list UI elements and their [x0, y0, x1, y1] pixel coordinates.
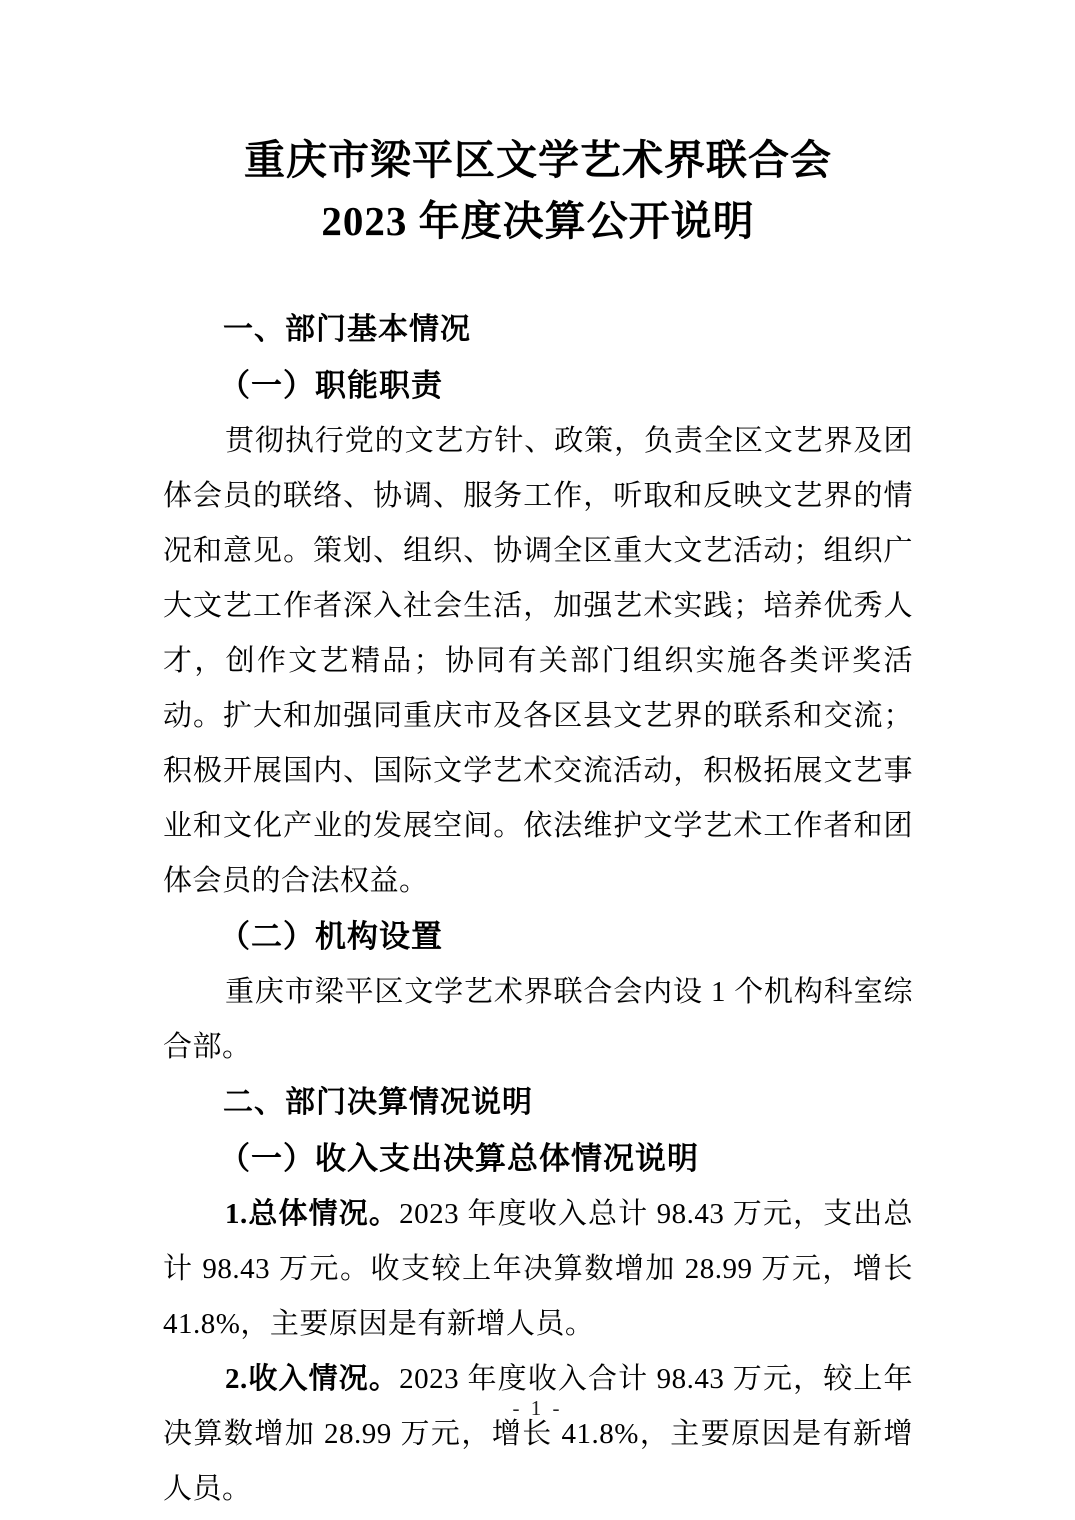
paragraph-income-lead: 2.收入情况。: [225, 1363, 400, 1395]
paragraph-duties: 贯彻执行党的文艺方针、政策，负责全区文艺界及团体会员的联络、协调、服务工作，听取和反映文艺界的情况和意见。策划、组织、协调全区重大文艺活动；组织广大文艺工作者深入社会生活，加强艺术实践；培养优秀人才，创作文艺精品；协同有关部门组织实施各类评奖活动。扩大和加强同重庆市及各区县文艺界的联系和交流；积极开展国内、国际文学艺术交流活动，积极拓展文艺事业和文化产业的发展空间。依法维护文学艺术工作者和团体会员的合法权益。: [163, 425, 913, 897]
title-spacer: [163, 252, 913, 302]
page-number: - 1 -: [512, 1396, 563, 1420]
paragraph-income-text: 2023 年度收入合计 98.43 万元，较上年决算数增加 28.99 万元，增长 41.8%，主要原因是有新增人员。: [163, 1363, 913, 1505]
subsection-heading-overview: （一）收入支出决算总体情况说明: [219, 1141, 699, 1176]
paragraph-income-situation: [163, 1352, 913, 1517]
paragraph-overall-text: 2023 年度收入总计 98.43 万元，支出总计 98.43 万元。收支较上年决算数增加 28.99 万元，增长 41.8%，主要原因是有新增人员。: [163, 1198, 913, 1340]
section-heading-final-accounts: 二、部门决算情况说明: [223, 1086, 533, 1119]
subsection-heading-duties: （一）职能职责: [219, 368, 443, 403]
paragraph-overall-lead: 1.总体情况。: [225, 1198, 400, 1230]
document-title-line1: 重庆市梁平区文学艺术界联合会: [244, 137, 832, 183]
paragraph-organization: 重庆市梁平区文学艺术界联合会内设 1 个机构科室综合部。: [163, 976, 913, 1063]
document-title-line2: 2023 年度决算公开说明: [321, 198, 755, 244]
subsection-heading-organization: （二）机构设置: [219, 919, 443, 954]
section-heading-basic-info: 一、部门基本情况: [223, 313, 471, 346]
paragraph-overall-situation: [163, 1187, 913, 1352]
